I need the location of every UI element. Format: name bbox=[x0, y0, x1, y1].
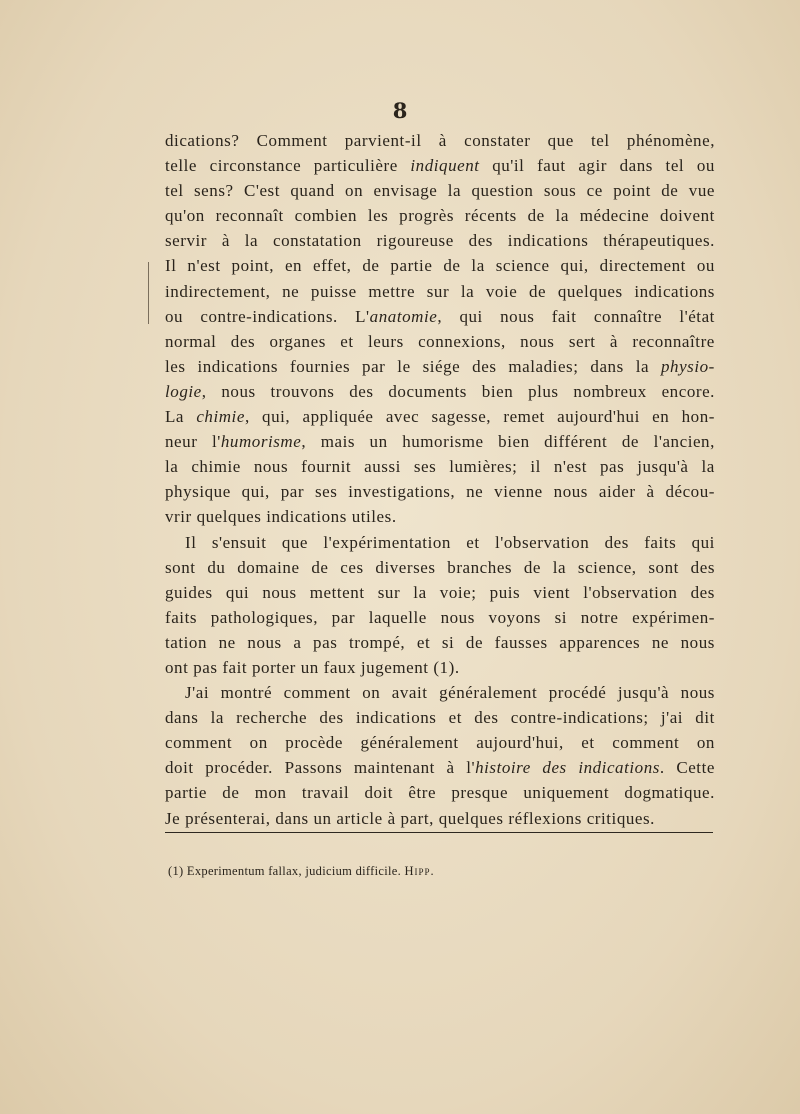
text-line: Il n'est point, en effet, de partie de la science qui, directement ou bbox=[165, 256, 715, 276]
text-line: qu'on reconnaît combien les progrès récents de la médecine doivent bbox=[165, 206, 715, 226]
text-line: faits pathologiques, par laquelle nous voyons si notre expérimen- bbox=[165, 607, 715, 627]
text-line: physique qui, par ses investigations, ne vienne nous aider à décou- bbox=[165, 482, 715, 502]
text-line: partie de mon travail doit être presque uniquement dogmatique. bbox=[165, 783, 715, 803]
paragraph-3 bbox=[165, 680, 715, 831]
footnote: (1) Experimentum fallax, judicium difficile. Hipp. bbox=[168, 864, 435, 878]
text-line: servir à la constatation rigoureuse des indications thérapeutiques. bbox=[165, 231, 715, 251]
text-line: sont du domaine de ces diverses branches de la science, sont des bbox=[165, 557, 715, 577]
margin-pencil-mark bbox=[148, 262, 149, 324]
text-line: guides qui nous mettent sur la voie; puis vient l'observation des bbox=[165, 582, 715, 602]
text-line: neur l'humorisme, mais un humorisme bien différent de l'ancien, bbox=[165, 432, 715, 452]
text-line: logie, nous trouvons des documents bien plus nombreux encore. bbox=[165, 381, 715, 401]
paragraph-2 bbox=[165, 530, 715, 681]
text-line: comment on procède généralement aujourd'hui, et comment on bbox=[165, 733, 715, 753]
text-line: vrir quelques indications utiles. bbox=[165, 507, 397, 527]
text-line: tation ne nous a pas trompé, et si de fausses apparences ne nous bbox=[165, 632, 715, 652]
text-line: ou contre-indications. L'anatomie, qui nous fait connaître l'état bbox=[165, 306, 715, 326]
text-line: normal des organes et leurs connexions, nous sert à reconnaître bbox=[165, 331, 715, 351]
text-line: La chimie, qui, appliquée avec sagesse, remet aujourd'hui en hon- bbox=[165, 407, 715, 427]
text-line: doit procéder. Passons maintenant à l'histoire des indications. Cette bbox=[165, 758, 715, 778]
page-number: 8 bbox=[392, 98, 408, 123]
text-line: J'ai montré comment on avait généralement procédé jusqu'à nous bbox=[185, 683, 715, 703]
text-line: Il s'ensuit que l'expérimentation et l'observation des faits qui bbox=[185, 532, 715, 552]
paragraph-1 bbox=[165, 128, 715, 530]
body-text bbox=[165, 128, 715, 831]
text-line: telle circonstance particulière indiquent qu'il faut agir dans tel ou bbox=[165, 156, 715, 176]
footnote-rule bbox=[165, 832, 713, 833]
text-line: dications? Comment parvient-il à constater que tel phénomène, bbox=[165, 131, 715, 150]
text-line: ont pas fait porter un faux jugement (1). bbox=[165, 657, 460, 677]
text-line: tel sens? C'est quand on envisage la question sous ce point de vue bbox=[165, 181, 715, 201]
text-line: Je présenterai, dans un article à part, quelques réflexions critiques. bbox=[165, 808, 655, 828]
text-line: dans la recherche des indications et des contre-indications; j'ai dit bbox=[165, 708, 715, 728]
text-line: la chimie nous fournit aussi ses lumières; il n'est pas jusqu'à la bbox=[165, 457, 715, 477]
text-line: les indications fournies par le siége des maladies; dans la physio- bbox=[165, 356, 715, 376]
text-line: indirectement, ne puisse mettre sur la voie de quelques indications bbox=[165, 281, 715, 301]
